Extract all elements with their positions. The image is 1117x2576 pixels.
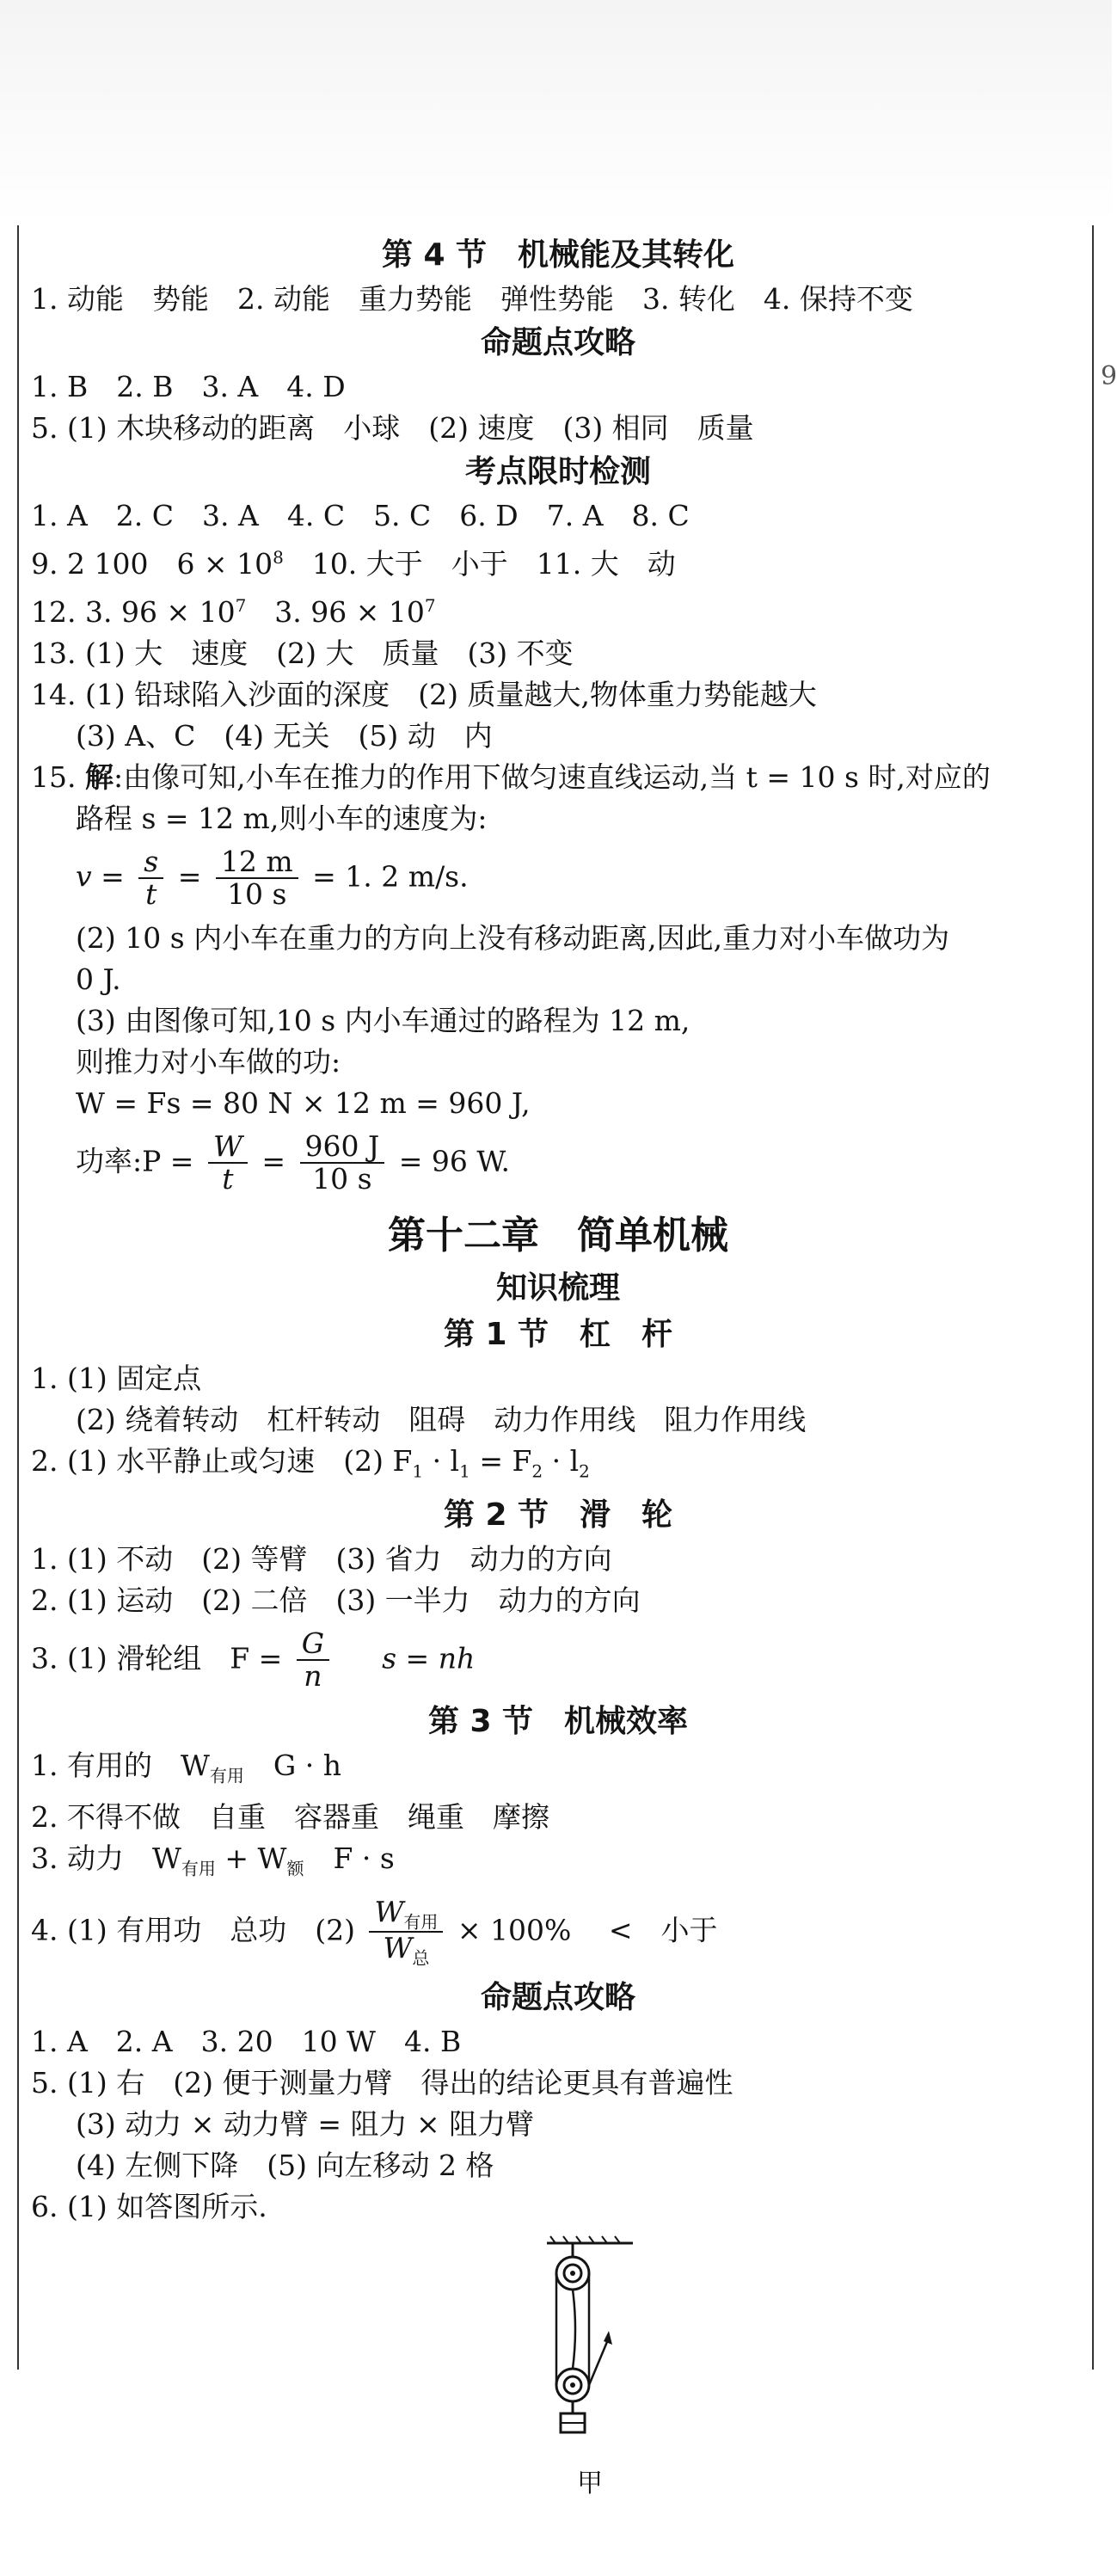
s3-l1-formula: G · h xyxy=(273,1749,341,1783)
page-top-shade xyxy=(0,0,1112,224)
power-fraction-1 xyxy=(208,1128,248,1196)
equals-sign: = xyxy=(177,859,202,894)
s1-l3-mid: · l xyxy=(423,1444,460,1479)
frac-den: 10 s xyxy=(312,1161,372,1196)
k15-part2-line-b: 0 J. xyxy=(76,962,121,996)
k9-text: 9. 2 100 6 × 10 xyxy=(31,547,273,581)
power-fraction-2 xyxy=(300,1128,385,1196)
frac-den: n xyxy=(304,1659,322,1694)
sub: 2 xyxy=(531,1460,543,1482)
section-3-title: 第 3 节 机械效率 xyxy=(427,1704,689,1740)
s3-line-3 xyxy=(31,1838,1085,1890)
frac-den: t xyxy=(222,1161,234,1196)
power-lhs: 功率:P = xyxy=(76,1143,194,1177)
s4-kaodian-line-15 xyxy=(31,757,1085,798)
s1-line-3 xyxy=(31,1441,1085,1492)
s4-kaodian-line-13: 13. (1) 大 速度 (2) 大 质量 (3) 不变 xyxy=(31,636,574,670)
num-symbol: W xyxy=(374,1894,404,1928)
sub: 1 xyxy=(412,1460,424,1482)
den-symbol: W xyxy=(383,1931,413,1965)
s1-l3-text: 2. (1) 水平静止或匀速 (2) F xyxy=(31,1444,413,1479)
frac-num: G xyxy=(297,1628,329,1661)
efficiency-fraction xyxy=(369,1894,443,1969)
s2-l3-text: 3. (1) 滑轮组 F = xyxy=(31,1641,283,1675)
k15-label: 15. xyxy=(31,760,85,794)
pulley-fraction xyxy=(297,1628,329,1693)
s3-l4-rest: × 100% < 小于 xyxy=(457,1913,718,1947)
s3-line-4 xyxy=(31,1894,1085,1969)
s4-mingti-line-2: 5. (1) 木块移动的距离 小球 (2) 速度 (3) 相同 质量 xyxy=(31,411,754,445)
frac-den: t xyxy=(145,877,157,912)
equals-sign: = xyxy=(261,1143,286,1177)
velocity-fraction-1 xyxy=(138,846,163,911)
k12-b-exponent: 7 xyxy=(424,595,436,616)
power-result: = 96 W. xyxy=(398,1143,511,1177)
pulley-system-drawing xyxy=(530,2235,650,2458)
section-2-title: 第 2 节 滑 轮 xyxy=(443,1497,673,1533)
velocity-result: = 1. 2 m/s. xyxy=(312,859,469,894)
s3-line-1 xyxy=(31,1745,1085,1797)
frac-num: 960 J xyxy=(300,1131,385,1164)
answer-content xyxy=(31,232,1085,2499)
chapter-12-title: 第十二章 简单机械 xyxy=(388,1214,728,1258)
frac-num: 12 m xyxy=(216,846,298,879)
k15-solution-word: 解 xyxy=(84,760,114,794)
sub: 有用 xyxy=(403,1911,439,1933)
s3-line-2: 2. 不得不做 自重 容器重 绳重 摩擦 xyxy=(31,1799,549,1834)
s4-mingti-title: 命题点攻略 xyxy=(480,325,635,360)
k15-part3-line-b: 则推力对小车做的功: xyxy=(76,1044,341,1079)
frac-num xyxy=(369,1894,443,1934)
section-1-title: 第 1 节 杠 杆 xyxy=(443,1317,673,1353)
s3-l4-text: 4. (1) 有用功 总功 (2) xyxy=(31,1913,355,1947)
pulley-diagram xyxy=(530,2235,650,2499)
k12-a-exponent: 7 xyxy=(235,595,247,616)
s3-l3-plus: + W xyxy=(215,1841,287,1875)
sub: 额 xyxy=(286,1858,304,1879)
s1-l3-mid2: = F xyxy=(470,1444,532,1479)
ch12-mingti-line-5: 5. (1) 右 (2) 便于测量力臂 得出的结论更具有普遍性 xyxy=(31,2065,733,2100)
s4-kaodian-line-12 xyxy=(31,585,1085,633)
figure-caption: 甲 xyxy=(577,2468,603,2499)
s4-kaodian-line-14b: (3) A、C (4) 无关 (5) 动 内 xyxy=(76,719,493,753)
s3-l3-text: 3. 动力 W xyxy=(31,1841,181,1875)
s4-mingti-line-1: 1. B 2. B 3. A 4. D xyxy=(31,370,346,403)
velocity-formula xyxy=(31,846,1085,911)
s2-l3-distance: s = nh xyxy=(382,1641,476,1675)
s4-kaodian-line-15b: 路程 s = 12 m,则小车的速度为: xyxy=(76,802,488,835)
k12-b: 3. 96 × 10 xyxy=(246,595,425,629)
k15-part2-line-a: (2) 10 s 内小车在重力的方向上没有移动距离,因此,重力对小车做功为 xyxy=(76,920,950,955)
s2-line-2: 2. (1) 运动 (2) 二倍 (3) 一半力 动力的方向 xyxy=(31,1583,641,1617)
k15-text: :由像可知,小车在推力的作用下做匀速直线运动,当 t = 10 s 时,对应的 xyxy=(113,760,991,794)
velocity-fraction-2 xyxy=(216,846,298,911)
frac-den: 10 s xyxy=(227,877,287,912)
sub: 有用 xyxy=(209,1765,244,1786)
section-4-title: 第 4 节 机械能及其转化 xyxy=(381,237,735,273)
ch12-mingti-line-6: 6. (1) 如答图所示. xyxy=(31,2189,267,2223)
edge-page-mark: 9 xyxy=(1101,361,1117,391)
s4-answer-line-1: 1. 动能 势能 2. 动能 重力势能 弹性势能 3. 转化 4. 保持不变 xyxy=(31,282,913,316)
s1-l3-mid3: · l xyxy=(543,1444,580,1479)
ch12-mingti-line-5b: (3) 动力 × 动力臂 = 阻力 × 阻力臂 xyxy=(76,2106,535,2141)
sub: 1 xyxy=(459,1460,470,1482)
frac-num: s xyxy=(138,846,163,879)
s4-kaodian-line-1: 1. A 2. C 3. A 4. C 5. C 6. D 7. A 8. C xyxy=(31,499,690,532)
sub: 总 xyxy=(412,1947,430,1969)
power-formula xyxy=(31,1128,1085,1196)
k9-rest: 10. 大于 小于 11. 大 动 xyxy=(283,547,676,581)
frac-den xyxy=(377,1933,434,1968)
ch12-mingti-title: 命题点攻略 xyxy=(480,1979,635,2015)
s2-line-3 xyxy=(31,1628,1085,1693)
k12-a: 12. 3. 96 × 10 xyxy=(31,595,236,629)
left-margin-rule xyxy=(17,225,19,2370)
right-margin-rule xyxy=(1092,225,1094,2370)
s1-line-2: (2) 绕着转动 杠杆转动 阻碍 动力作用线 阻力作用线 xyxy=(76,1403,807,1437)
s4-kaodian-title: 考点限时检测 xyxy=(464,454,651,489)
k9-exponent: 8 xyxy=(273,547,284,568)
s3-l1-text: 1. 有用的 W xyxy=(31,1749,210,1783)
velocity-lhs: v = xyxy=(76,859,125,894)
frac-num: W xyxy=(208,1131,248,1164)
s3-l3-formula: F · s xyxy=(333,1841,395,1875)
s1-line-1: 1. (1) 固定点 xyxy=(31,1362,202,1396)
sub: 2 xyxy=(579,1460,590,1482)
chapter-12-subtitle: 知识梳理 xyxy=(495,1270,620,1306)
k15-part3-line-a: (3) 由图像可知,10 s 内小车通过的路程为 12 m, xyxy=(76,1003,690,1037)
ch12-mingti-line-1: 1. A 2. A 3. 20 10 W 4. B xyxy=(31,2024,462,2058)
ch12-mingti-line-5c: (4) 左侧下降 (5) 向左移动 2 格 xyxy=(76,2148,494,2182)
s2-line-1: 1. (1) 不动 (2) 等臂 (3) 省力 动力的方向 xyxy=(31,1541,612,1576)
work-formula: W = Fs = 80 N × 12 m = 960 J, xyxy=(76,1085,531,1120)
s4-kaodian-line-14: 14. (1) 铅球陷入沙面的深度 (2) 质量越大,物体重力势能越大 xyxy=(31,678,817,711)
s4-kaodian-line-9 xyxy=(31,537,1085,585)
sub: 有用 xyxy=(181,1858,216,1879)
